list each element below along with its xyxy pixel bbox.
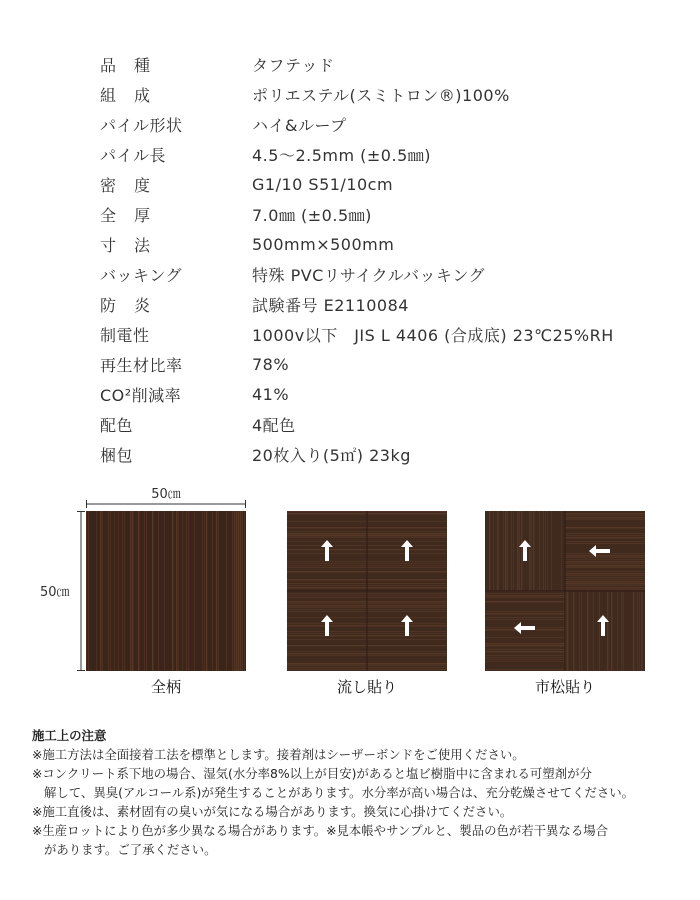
carpet-tile-flow-layout xyxy=(287,511,447,671)
spec-value: 20枚入り(5㎡) 23kg xyxy=(252,445,411,465)
horizontal-stripe-texture xyxy=(485,591,565,670)
spec-label: パイル形状 xyxy=(100,115,183,135)
spec-label: 防炎 xyxy=(100,295,169,315)
spec-value: 1000v以下 JIS L 4406 (合成底) 23℃25%RH xyxy=(252,325,614,345)
carpet-tile-checkerboard-layout xyxy=(485,511,645,671)
spec-label: 配色 xyxy=(100,415,134,435)
spec-row xyxy=(100,79,614,109)
spec-row xyxy=(100,199,614,229)
installation-notes xyxy=(32,726,634,859)
spec-row xyxy=(100,319,614,349)
spec-row xyxy=(100,49,614,79)
width-dimension-line xyxy=(86,499,246,509)
spec-value: 特殊 PVCリサイクルバッキング xyxy=(252,265,486,285)
width-dimension-label: 50㎝ xyxy=(151,487,181,502)
height-dimension-line xyxy=(76,511,86,671)
tile-caption-checkerboard: 市松貼り xyxy=(534,678,595,696)
spec-value: ハイ&ループ xyxy=(252,115,347,135)
spec-row xyxy=(100,169,614,199)
note-line: があります。ご了承ください。 xyxy=(44,842,217,857)
spec-label: CO²削減率 xyxy=(100,385,182,405)
spec-row xyxy=(100,409,614,439)
arrow-left-icon xyxy=(514,622,535,634)
note-line: ※施工直後は、素材固有の臭いが気になる場合があります。換気に心掛けてください。 xyxy=(32,804,513,819)
note-line: 解して、異臭(アルコール系)が発生することがあります。水分率が高い場合は、充分乾燥させてください。 xyxy=(44,785,635,800)
carpet-tile-full-pattern xyxy=(86,511,246,671)
spec-row xyxy=(100,289,614,319)
spec-value: 試験番号 E2110084 xyxy=(252,295,409,315)
notes-title: 施工上の注意 xyxy=(32,728,107,743)
spec-row xyxy=(100,259,614,289)
note-line: ※生産ロットにより色が多少異なる場合があります。※見本帳やサンプルと、製品の色が若干異なる場合 xyxy=(32,823,608,838)
tile-caption-full-pattern: 全柄 xyxy=(150,678,181,696)
spec-value: 7.0㎜ (±0.5㎜) xyxy=(252,205,372,225)
note-line: ※施工方法は全面接着工法を標準とします。接着剤はシーザーボンドをご使用ください。 xyxy=(32,747,525,762)
spec-label: 密度 xyxy=(100,175,169,195)
height-dimension-label: 50㎝ xyxy=(40,585,70,600)
arrow-up-icon xyxy=(401,540,413,561)
spec-label: パイル長 xyxy=(100,145,167,165)
flow-layout-graphic xyxy=(287,511,447,671)
spec-row xyxy=(100,109,614,139)
spec-label: 梱包 xyxy=(100,445,134,465)
spec-value: 78% xyxy=(252,354,290,374)
spec-value: ポリエステル(スミトロン®)100% xyxy=(252,85,510,105)
spec-row xyxy=(100,139,614,169)
spec-label: 品種 xyxy=(100,55,169,75)
arrow-up-icon xyxy=(321,540,333,561)
spec-row xyxy=(100,229,614,259)
checkerboard-layout-graphic xyxy=(485,511,645,671)
spec-label: 寸法 xyxy=(100,235,169,255)
spec-table xyxy=(100,49,614,469)
spec-label: バッキング xyxy=(100,265,183,285)
spec-row xyxy=(100,379,614,409)
spec-row xyxy=(100,349,614,379)
spec-value: 4.5〜2.5mm (±0.5㎜) xyxy=(252,145,431,165)
spec-label: 組成 xyxy=(100,85,169,105)
tile-caption-flow-layout: 流し貼り xyxy=(336,678,397,696)
vertical-stripe-texture xyxy=(86,511,246,671)
spec-row xyxy=(100,439,614,469)
spec-value: 500mm×500mm xyxy=(252,234,395,254)
spec-label: 全厚 xyxy=(100,205,169,225)
spec-value: 4配色 xyxy=(252,415,296,435)
note-line: ※コンクリート系下地の場合、湿気(水分率8%以上が目安)があると塩ビ樹脂中に含まれる可塑剤が分 xyxy=(32,766,592,781)
spec-label: 制電性 xyxy=(100,325,150,345)
spec-value: タフテッド xyxy=(252,55,335,75)
spec-value: 41% xyxy=(252,384,290,404)
spec-value: G1/10 S51/10cm xyxy=(252,174,394,194)
spec-label: 再生材比率 xyxy=(100,355,183,375)
